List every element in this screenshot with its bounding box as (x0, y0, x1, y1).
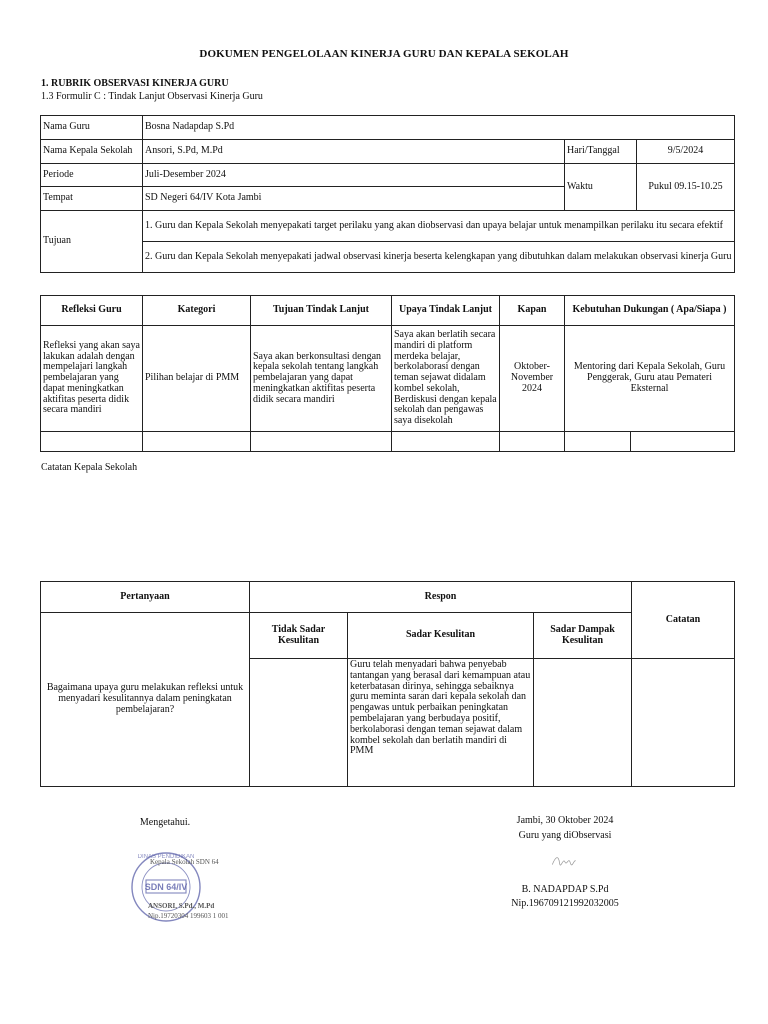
tujuan-label: Tujuan (41, 211, 143, 273)
periode-label: Periode (41, 164, 143, 187)
empty-cell (143, 432, 251, 452)
left-signature-label: Mengetahui. (139, 817, 191, 828)
right-signature-name: B. NADAPDAP S.Pd (521, 884, 609, 895)
waktu-value: Pukul 09.15-10.25 (637, 164, 735, 211)
hari-label: Hari/Tanggal (565, 140, 637, 164)
sadar-response: Guru telah menyadari bahwa penyebab tantangan yang berasal dari kemampuan atau keterbatasan dirinya, sehingga sebaiknya guru meminta saran dari kepala sekolah dan pengawas untuk perbaikan peningkatan pembelajaran yang berbudaya positif, berkolaborasi dengan teman sejawat dalam kombel sekolah dan berlatih mandiri di PMM (348, 659, 534, 787)
periode-value: Juli-Desember 2024 (143, 164, 565, 187)
nama-kepsek-value: Ansori, S.Pd, M.Pd (143, 140, 565, 164)
header-kebutuhan: Kebutuhan Dukungan ( Apa/Siapa ) (565, 296, 735, 326)
row-tujuan: Saya akan berkonsultasi dengan kepala sekolah tentang langkah pembelajaran yang dapat meningkatkan aktifitas peserta didik secara mandiri (251, 326, 392, 432)
header-refleksi: Refleksi Guru (41, 296, 143, 326)
right-place-date: Jambi, 30 Oktober 2024 (516, 815, 614, 826)
right-signature-nip: Nip.196709121992032005 (511, 898, 619, 909)
row-kebutuhan: Mentoring dari Kepala Sekolah, Guru Penggerak, Guru atau Pemateri Eksternal (565, 326, 735, 432)
header-kategori: Kategori (143, 296, 251, 326)
nama-guru-value: Bosna Nadapdap S.Pd (143, 116, 735, 140)
section-subtitle: 1.3 Formulir C : Tindak Lanjut Observasi Kinerja Guru (41, 91, 263, 102)
tujuan-item-2: 2. Guru dan Kepala Sekolah menyepakati jadwal observasi kinerja beserta kelengkapan yang dibutuhkan dalam melakukan observasi kinerja Guru (143, 242, 735, 273)
catatan-response (632, 659, 735, 787)
empty-cell (500, 432, 565, 452)
empty-cell (631, 432, 735, 452)
document-title: DOKUMEN PENGELOLAAN KINERJA GURU DAN KEPALA SEKOLAH (199, 48, 569, 60)
right-signature-role: Guru yang diObservasi (518, 830, 612, 841)
left-signature-role: Kepala Sekolah SDN 64 (150, 858, 219, 866)
header-kapan: Kapan (500, 296, 565, 326)
question-text: Bagaimana upaya guru melakukan refleksi untuk menyadari kesulitannya dalam peningkatan pembelajaran? (41, 613, 250, 787)
followup-table (40, 295, 735, 452)
nama-guru-label: Nama Guru (41, 116, 143, 140)
row-kapan: Oktober-November 2024 (500, 326, 565, 432)
tidak-sadar-response (250, 659, 348, 787)
empty-cell (41, 432, 143, 452)
stamp-center-text: SDN 64/IV (144, 882, 188, 892)
header-upaya: Upaya Tindak Lanjut (392, 296, 500, 326)
header-tidak-sadar: Tidak Sadar Kesulitan (250, 613, 348, 659)
empty-cell (565, 432, 631, 452)
empty-cell (251, 432, 392, 452)
tujuan-item-1: 1. Guru dan Kepala Sekolah menyepakati target perilaku yang akan diobservasi dan upaya belajar untuk menampilkan perilaku itu secara efektif (143, 211, 735, 242)
section-title: 1. RUBRIK OBSERVASI KINERJA GURU (41, 78, 229, 89)
header-sadar: Sadar Kesulitan (348, 613, 534, 659)
signature-scribble-icon (550, 852, 578, 870)
left-signature-nip: Nip.19720304 199603 1 001 (148, 912, 229, 920)
tempat-label: Tempat (41, 187, 143, 211)
left-signature-name: ANSORI, S.Pd., M.Pd (148, 902, 215, 910)
tempat-value: SD Negeri 64/IV Kota Jambi (143, 187, 565, 211)
row-kategori: Pilihan belajar di PMM (143, 326, 251, 432)
info-table (40, 115, 735, 273)
nama-kepsek-label: Nama Kepala Sekolah (41, 140, 143, 164)
row-upaya: Saya akan berlatih secara mandiri di platform merdeka belajar, berkolaborasi dengan teman sejawat didalam kombel sekolah, Berdiskusi dengan kepala sekolah dan pengawas saya disekolah (392, 326, 500, 432)
hari-value: 9/5/2024 (637, 140, 735, 164)
school-stamp (128, 840, 246, 936)
header-respon: Respon (250, 582, 632, 613)
header-sadar-dampak: Sadar Dampak Kesulitan (534, 613, 632, 659)
empty-cell (392, 432, 500, 452)
stamp-ring-text: DINAS PENDIDIKAN (137, 854, 195, 860)
question-table (40, 581, 735, 787)
header-catatan: Catatan (632, 582, 735, 659)
waktu-label: Waktu (565, 164, 637, 211)
catatan-kepsek-label: Catatan Kepala Sekolah (41, 462, 138, 473)
row-refleksi: Refleksi yang akan saya lakukan adalah dengan mempelajari langkah pembelajaran yang dapat meningkatkan aktifitas peserta didik secara mandiri (41, 326, 143, 432)
header-pertanyaan: Pertanyaan (41, 582, 250, 613)
header-tujuan: Tujuan Tindak Lanjut (251, 296, 392, 326)
sadar-dampak-response (534, 659, 632, 787)
